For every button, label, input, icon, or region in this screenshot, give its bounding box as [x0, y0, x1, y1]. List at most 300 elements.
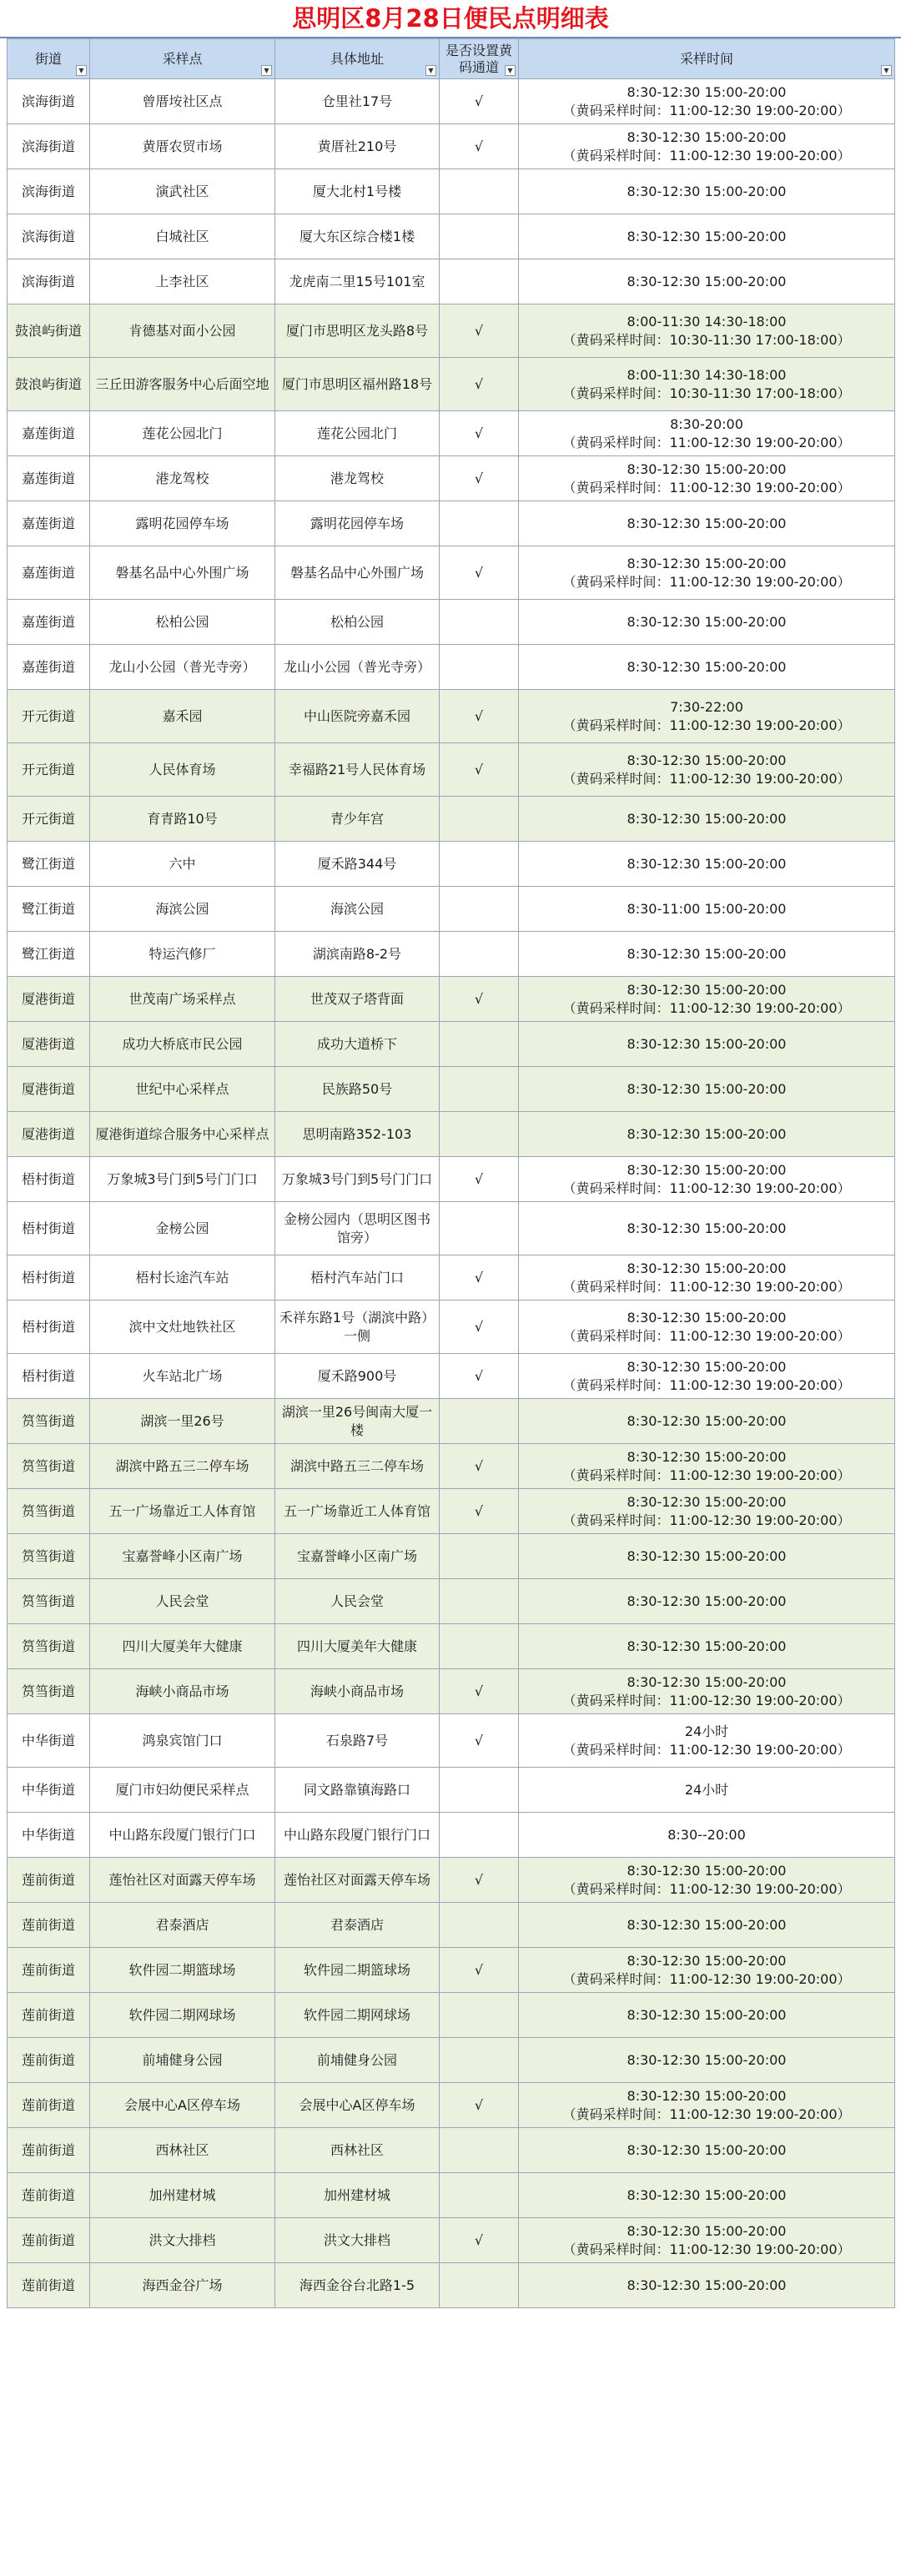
street-cell: 嘉莲街道	[8, 411, 90, 456]
address-cell: 软件园二期篮球场	[275, 1948, 440, 1993]
site-cell: 人民会堂	[90, 1579, 275, 1624]
address-cell: 四川大厦美年大健康	[275, 1624, 440, 1669]
table-row	[8, 797, 895, 842]
address-cell: 厦禾路344号	[275, 842, 440, 887]
address-cell: 厦门市思明区龙头路8号	[275, 304, 440, 358]
yellow-code-time: （黄码采样时间：11:00-12:30 19:00-20:00）	[562, 770, 851, 787]
street-cell: 筼筜街道	[8, 1579, 90, 1624]
site-cell: 中山路东段厦门银行门口	[90, 1813, 275, 1858]
time-range: 8:30-12:30 15:00-20:00	[627, 1862, 787, 1879]
street-cell: 嘉莲街道	[8, 600, 90, 645]
street-cell: 厦港街道	[8, 1112, 90, 1157]
table-row	[8, 1768, 895, 1813]
yellow-code-time: （黄码采样时间：11:00-12:30 19:00-20:00）	[562, 1512, 851, 1528]
street-cell: 莲前街道	[8, 2083, 90, 2128]
yellow-code-time: （黄码采样时间：11:00-12:30 19:00-20:00）	[562, 1970, 851, 1987]
yellow-channel-cell	[440, 2173, 519, 2218]
site-cell: 海滨公园	[90, 887, 275, 932]
sampling-time-cell	[519, 169, 895, 214]
street-cell: 中华街道	[8, 1813, 90, 1858]
yellow-channel-cell	[440, 1112, 519, 1157]
street-cell: 厦港街道	[8, 1067, 90, 1112]
time-range: 8:00-11:30 14:30-18:00	[627, 366, 787, 383]
time-range: 8:30-12:30 15:00-20:00	[627, 1161, 787, 1178]
address-cell: 磐基名品中心外围广场	[275, 546, 440, 600]
yellow-channel-cell: √	[440, 1444, 519, 1489]
sampling-time-cell	[519, 259, 895, 304]
yellow-channel-cell	[440, 1067, 519, 1112]
street-cell: 厦港街道	[8, 1022, 90, 1067]
table-row	[8, 1714, 895, 1768]
site-cell: 世纪中心采样点	[90, 1067, 275, 1112]
table-row	[8, 932, 895, 977]
site-cell: 莲怡社区对面露天停车场	[90, 1858, 275, 1903]
time-range: 24小时	[684, 1723, 729, 1739]
site-cell: 滨中文灶地铁社区	[90, 1301, 275, 1354]
sampling-time-cell	[519, 456, 895, 501]
yellow-channel-cell: √	[440, 1354, 519, 1399]
table-row	[8, 1112, 895, 1157]
yellow-code-time: （黄码采样时间：11:00-12:30 19:00-20:00）	[562, 2106, 851, 2122]
sampling-time-cell	[519, 1354, 895, 1399]
table-body	[8, 79, 895, 2308]
site-cell: 前埔健身公园	[90, 2038, 275, 2083]
time-range: 8:30-12:30 15:00-20:00	[627, 658, 787, 675]
address-cell: 中山医院旁嘉禾园	[275, 690, 440, 743]
sampling-time-cell	[519, 1112, 895, 1157]
street-cell: 莲前街道	[8, 1993, 90, 2038]
street-cell: 筼筜街道	[8, 1489, 90, 1534]
address-cell: 青少年宫	[275, 797, 440, 842]
sampling-time-cell	[519, 411, 895, 456]
street-cell: 筼筜街道	[8, 1399, 90, 1444]
table-row	[8, 1157, 895, 1202]
page-title: 思明区8月28日便民点明细表	[0, 0, 901, 38]
time-range: 8:30-12:30 15:00-20:00	[627, 1358, 787, 1375]
site-cell: 鸿泉宾馆门口	[90, 1714, 275, 1768]
sampling-time-cell	[519, 1399, 895, 1444]
street-cell: 开元街道	[8, 690, 90, 743]
sampling-time-cell	[519, 1067, 895, 1112]
time-range: 8:30-20:00	[670, 415, 743, 432]
table-row	[8, 2218, 895, 2263]
table-row	[8, 1858, 895, 1903]
time-range: 8:30-12:30 15:00-20:00	[627, 1448, 787, 1465]
table-row	[8, 79, 895, 124]
street-cell: 滨海街道	[8, 79, 90, 124]
yellow-channel-cell	[440, 1993, 519, 2038]
sampling-time-cell	[519, 743, 895, 797]
table-row	[8, 1579, 895, 1624]
time-range: 8:30-12:30 15:00-20:00	[627, 1080, 787, 1097]
street-cell: 梧村街道	[8, 1301, 90, 1354]
site-cell: 露明花园停车场	[90, 501, 275, 546]
street-cell: 莲前街道	[8, 1948, 90, 1993]
site-cell: 松柏公园	[90, 600, 275, 645]
site-cell: 洪文大排档	[90, 2218, 275, 2263]
address-cell: 海峡小商品市场	[275, 1669, 440, 1714]
time-range: 8:30-12:30 15:00-20:00	[627, 2087, 787, 2104]
street-cell: 梧村街道	[8, 1255, 90, 1301]
sampling-time-cell	[519, 358, 895, 411]
chevron-down-icon[interactable]: ▼	[261, 65, 272, 76]
site-cell: 港龙驾校	[90, 456, 275, 501]
yellow-channel-cell	[440, 1624, 519, 1669]
sampling-time-cell	[519, 1624, 895, 1669]
street-cell: 鼓浪屿街道	[8, 358, 90, 411]
sampling-time-cell	[519, 887, 895, 932]
table-row	[8, 1813, 895, 1858]
yellow-channel-cell	[440, 600, 519, 645]
header-address[interactable]: 具体地址 ▼	[275, 39, 440, 79]
table-row	[8, 1903, 895, 1948]
street-cell: 嘉莲街道	[8, 645, 90, 690]
yellow-code-time: （黄码采样时间：11:00-12:30 19:00-20:00）	[562, 434, 851, 450]
street-cell: 梧村街道	[8, 1202, 90, 1255]
table-row	[8, 1399, 895, 1444]
time-range: 8:30-12:30 15:00-20:00	[627, 1125, 787, 1142]
site-cell: 海峡小商品市场	[90, 1669, 275, 1714]
street-cell: 莲前街道	[8, 1858, 90, 1903]
site-cell: 上李社区	[90, 259, 275, 304]
time-range: 8:30-12:30 15:00-20:00	[627, 1220, 787, 1236]
site-cell: 火车站北广场	[90, 1354, 275, 1399]
address-cell: 海滨公园	[275, 887, 440, 932]
table-row	[8, 1354, 895, 1399]
sampling-time-cell	[519, 1157, 895, 1202]
table-row	[8, 2263, 895, 2308]
address-cell: 石泉路7号	[275, 1714, 440, 1768]
chevron-down-icon[interactable]: ▼	[76, 65, 87, 76]
table-row	[8, 645, 895, 690]
yellow-channel-cell: √	[440, 1669, 519, 1714]
address-cell: 同文路靠镇海路口	[275, 1768, 440, 1813]
time-range: 8:30-12:30 15:00-20:00	[627, 83, 787, 100]
time-range: 8:30-12:30 15:00-20:00	[627, 2141, 787, 2158]
yellow-channel-cell: √	[440, 1489, 519, 1534]
table-row	[8, 2083, 895, 2128]
table-row	[8, 1255, 895, 1301]
address-cell: 人民会堂	[275, 1579, 440, 1624]
yellow-code-time: （黄码采样时间：11:00-12:30 19:00-20:00）	[562, 1880, 851, 1897]
sampling-time-cell	[519, 1255, 895, 1301]
time-range: 8:30-12:30 15:00-20:00	[627, 2006, 787, 2023]
table-row	[8, 842, 895, 887]
address-cell: 湖滨南路8-2号	[275, 932, 440, 977]
street-cell: 开元街道	[8, 743, 90, 797]
sampling-time-cell	[519, 1669, 895, 1714]
yellow-channel-cell	[440, 645, 519, 690]
sampling-time-cell	[519, 546, 895, 600]
yellow-code-time: （黄码采样时间：11:00-12:30 19:00-20:00）	[562, 1741, 851, 1758]
yellow-channel-cell	[440, 2128, 519, 2173]
time-range: 8:30-12:30 15:00-20:00	[627, 855, 787, 872]
time-range: 8:30-12:30 15:00-20:00	[627, 1412, 787, 1429]
address-cell: 松柏公园	[275, 600, 440, 645]
site-cell: 世茂南广场采样点	[90, 977, 275, 1022]
yellow-channel-cell: √	[440, 1714, 519, 1768]
site-cell: 六中	[90, 842, 275, 887]
table-row	[8, 887, 895, 932]
time-range: 8:00-11:30 14:30-18:00	[627, 313, 787, 330]
yellow-channel-cell: √	[440, 546, 519, 600]
time-range: 8:30-12:30 15:00-20:00	[627, 2222, 787, 2239]
site-cell: 三丘田游客服务中心后面空地	[90, 358, 275, 411]
table-row	[8, 456, 895, 501]
sampling-time-cell	[519, 2218, 895, 2263]
site-cell: 特运汽修厂	[90, 932, 275, 977]
address-cell: 厦大东区综合楼1楼	[275, 214, 440, 259]
address-cell: 软件园二期网球场	[275, 1993, 440, 2038]
sampling-time-cell	[519, 1301, 895, 1354]
time-range: 8:30-12:30 15:00-20:00	[627, 1547, 787, 1564]
address-cell: 前埔健身公园	[275, 2038, 440, 2083]
header-site[interactable]: 采样点 ▼	[90, 39, 275, 79]
time-range: 8:30-12:30 15:00-20:00	[627, 460, 787, 477]
yellow-channel-cell: √	[440, 2218, 519, 2263]
time-range: 8:30-11:00 15:00-20:00	[627, 900, 787, 917]
time-range: 8:30-12:30 15:00-20:00	[627, 2051, 787, 2068]
street-cell: 鹭江街道	[8, 887, 90, 932]
table-row	[8, 1489, 895, 1534]
table-row	[8, 1534, 895, 1579]
street-cell: 嘉莲街道	[8, 546, 90, 600]
table-row	[8, 1948, 895, 1993]
table-row	[8, 743, 895, 797]
site-cell: 软件园二期网球场	[90, 1993, 275, 2038]
yellow-channel-cell: √	[440, 411, 519, 456]
site-cell: 金榜公园	[90, 1202, 275, 1255]
time-range: 8:30-12:30 15:00-20:00	[627, 945, 787, 962]
yellow-channel-cell	[440, 842, 519, 887]
sampling-time-cell	[519, 1579, 895, 1624]
street-cell: 筼筜街道	[8, 1669, 90, 1714]
time-range: 8:30-12:30 15:00-20:00	[627, 555, 787, 571]
site-cell: 五一广场靠近工人体育馆	[90, 1489, 275, 1534]
street-cell: 筼筜街道	[8, 1534, 90, 1579]
table-row	[8, 2038, 895, 2083]
yellow-channel-cell: √	[440, 1858, 519, 1903]
yellow-channel-cell	[440, 797, 519, 842]
address-cell: 龙山小公园（普光寺旁）	[275, 645, 440, 690]
sampling-time-cell	[519, 1534, 895, 1579]
sampling-sites-table	[7, 38, 895, 2308]
site-cell: 海西金谷广场	[90, 2263, 275, 2308]
site-cell: 湖滨一里26号	[90, 1399, 275, 1444]
address-cell: 宝嘉誉峰小区南广场	[275, 1534, 440, 1579]
yellow-code-time: （黄码采样时间：11:00-12:30 19:00-20:00）	[562, 1692, 851, 1708]
address-cell: 莲花公园北门	[275, 411, 440, 456]
yellow-code-time: （黄码采样时间：11:00-12:30 19:00-20:00）	[562, 1278, 851, 1295]
street-cell: 筼筜街道	[8, 1444, 90, 1489]
address-cell: 万象城3号门到5号门门口	[275, 1157, 440, 1202]
address-cell: 五一广场靠近工人体育馆	[275, 1489, 440, 1534]
site-cell: 宝嘉誉峰小区南广场	[90, 1534, 275, 1579]
street-cell: 筼筜街道	[8, 1624, 90, 1669]
yellow-channel-cell	[440, 1534, 519, 1579]
address-cell: 君泰酒店	[275, 1903, 440, 1948]
yellow-channel-cell	[440, 1768, 519, 1813]
address-cell: 思明南路352-103	[275, 1112, 440, 1157]
street-cell: 莲前街道	[8, 2173, 90, 2218]
street-cell: 鹭江街道	[8, 932, 90, 977]
yellow-channel-cell: √	[440, 2083, 519, 2128]
site-cell: 厦门市妇幼便民采样点	[90, 1768, 275, 1813]
address-cell: 仓里社17号	[275, 79, 440, 124]
sampling-time-cell	[519, 1858, 895, 1903]
time-range: 8:30-12:30 15:00-20:00	[627, 1673, 787, 1690]
sampling-time-cell	[519, 2173, 895, 2218]
yellow-channel-cell	[440, 1202, 519, 1255]
sampling-time-cell	[519, 501, 895, 546]
yellow-channel-cell: √	[440, 456, 519, 501]
sampling-time-cell	[519, 304, 895, 358]
yellow-channel-cell: √	[440, 743, 519, 797]
yellow-channel-cell	[440, 887, 519, 932]
header-yellow-channel[interactable]: 是否设置黄码通道 ▼	[440, 39, 519, 79]
sampling-time-cell	[519, 1768, 895, 1813]
yellow-code-time: （黄码采样时间：11:00-12:30 19:00-20:00）	[562, 2241, 851, 2257]
sampling-time-cell	[519, 1489, 895, 1534]
site-cell: 万象城3号门到5号门门口	[90, 1157, 275, 1202]
yellow-code-time: （黄码采样时间：11:00-12:30 19:00-20:00）	[562, 1376, 851, 1393]
yellow-channel-cell	[440, 501, 519, 546]
sampling-time-cell	[519, 1903, 895, 1948]
table-row	[8, 690, 895, 743]
table-row	[8, 1202, 895, 1255]
sampling-time-cell	[519, 124, 895, 169]
time-range: 8:30-12:30 15:00-20:00	[627, 228, 787, 244]
chevron-down-icon[interactable]: ▼	[425, 65, 436, 76]
sampling-time-cell	[519, 2263, 895, 2308]
table-row	[8, 259, 895, 304]
yellow-channel-cell: √	[440, 1948, 519, 1993]
time-range: 8:30-12:30 15:00-20:00	[627, 1035, 787, 1052]
yellow-code-time: （黄码采样时间：11:00-12:30 19:00-20:00）	[562, 1327, 851, 1344]
table-row	[8, 1669, 895, 1714]
yellow-channel-cell: √	[440, 79, 519, 124]
header-street[interactable]: 街道 ▼	[8, 39, 90, 79]
street-cell: 滨海街道	[8, 169, 90, 214]
site-cell: 肯德基对面小公园	[90, 304, 275, 358]
yellow-code-time: （黄码采样时间：11:00-12:30 19:00-20:00）	[562, 573, 851, 590]
address-cell: 湖滨一里26号闽南大厦一楼	[275, 1399, 440, 1444]
table-row	[8, 1993, 895, 2038]
sampling-time-cell	[519, 842, 895, 887]
yellow-code-time: （黄码采样时间：11:00-12:30 19:00-20:00）	[562, 102, 851, 118]
chevron-down-icon[interactable]: ▼	[505, 65, 516, 76]
chevron-down-icon[interactable]: ▼	[881, 65, 892, 76]
table-row	[8, 1444, 895, 1489]
address-cell: 西林社区	[275, 2128, 440, 2173]
street-cell: 梧村街道	[8, 1157, 90, 1202]
address-cell: 幸福路21号人民体育场	[275, 743, 440, 797]
table-row	[8, 1022, 895, 1067]
header-row	[8, 39, 895, 79]
sampling-time-cell	[519, 1022, 895, 1067]
yellow-channel-cell: √	[440, 124, 519, 169]
yellow-code-time: （黄码采样时间：10:30-11:30 17:00-18:00）	[562, 385, 851, 401]
address-cell: 加州建材城	[275, 2173, 440, 2218]
time-range: 8:30-12:30 15:00-20:00	[627, 2277, 787, 2293]
sampling-time-cell	[519, 1948, 895, 1993]
site-cell: 人民体育场	[90, 743, 275, 797]
table-row	[8, 546, 895, 600]
time-range: 8:30-12:30 15:00-20:00	[627, 1592, 787, 1609]
street-cell: 中华街道	[8, 1714, 90, 1768]
sampling-time-cell	[519, 977, 895, 1022]
address-cell: 禾祥东路1号（湖滨中路）一侧	[275, 1301, 440, 1354]
sampling-time-cell	[519, 2083, 895, 2128]
street-cell: 嘉莲街道	[8, 501, 90, 546]
sampling-time-cell	[519, 932, 895, 977]
sampling-time-cell	[519, 1202, 895, 1255]
time-range: 8:30-12:30 15:00-20:00	[627, 1916, 787, 1933]
address-cell: 露明花园停车场	[275, 501, 440, 546]
address-cell: 成功大道桥下	[275, 1022, 440, 1067]
yellow-channel-cell	[440, 259, 519, 304]
address-cell: 港龙驾校	[275, 456, 440, 501]
yellow-channel-cell	[440, 2038, 519, 2083]
address-cell: 海西金谷台北路1-5	[275, 2263, 440, 2308]
time-range: 8:30-12:30 15:00-20:00	[627, 1309, 787, 1326]
sampling-time-cell	[519, 690, 895, 743]
yellow-channel-cell	[440, 2263, 519, 2308]
table-row	[8, 411, 895, 456]
yellow-code-time: （黄码采样时间：11:00-12:30 19:00-20:00）	[562, 147, 851, 164]
yellow-channel-cell	[440, 214, 519, 259]
address-cell: 厦禾路900号	[275, 1354, 440, 1399]
yellow-channel-cell: √	[440, 690, 519, 743]
sampling-time-cell	[519, 1813, 895, 1858]
street-cell: 滨海街道	[8, 259, 90, 304]
site-cell: 育青路10号	[90, 797, 275, 842]
site-cell: 成功大桥底市民公园	[90, 1022, 275, 1067]
header-sampling-time[interactable]: 采样时间 ▼	[519, 39, 895, 79]
sampling-time-cell	[519, 1714, 895, 1768]
yellow-channel-cell: √	[440, 1157, 519, 1202]
table-row	[8, 2128, 895, 2173]
address-cell: 梧村汽车站门口	[275, 1255, 440, 1301]
site-cell: 龙山小公园（普光寺旁）	[90, 645, 275, 690]
table-row	[8, 1301, 895, 1354]
time-range: 8:30-12:30 15:00-20:00	[627, 981, 787, 998]
table-row	[8, 501, 895, 546]
street-cell: 莲前街道	[8, 2263, 90, 2308]
yellow-channel-cell: √	[440, 977, 519, 1022]
site-cell: 梧村长途汽车站	[90, 1255, 275, 1301]
time-range: 8:30-12:30 15:00-20:00	[627, 810, 787, 827]
site-cell: 曾厝垵社区点	[90, 79, 275, 124]
time-range: 8:30-12:30 15:00-20:00	[627, 2186, 787, 2203]
time-range: 7:30-22:00	[670, 698, 743, 715]
address-cell: 民族路50号	[275, 1067, 440, 1112]
time-range: 8:30--20:00	[667, 1826, 746, 1843]
yellow-channel-cell: √	[440, 1301, 519, 1354]
yellow-code-time: （黄码采样时间：11:00-12:30 19:00-20:00）	[562, 999, 851, 1016]
site-cell: 君泰酒店	[90, 1903, 275, 1948]
yellow-channel-cell	[440, 1022, 519, 1067]
sampling-time-cell	[519, 214, 895, 259]
address-cell: 会展中心A区停车场	[275, 2083, 440, 2128]
sampling-time-cell	[519, 797, 895, 842]
address-cell: 厦门市思明区福州路18号	[275, 358, 440, 411]
site-cell: 西林社区	[90, 2128, 275, 2173]
site-cell: 厦港街道综合服务中心采样点	[90, 1112, 275, 1157]
site-cell: 加州建材城	[90, 2173, 275, 2218]
sampling-time-cell	[519, 600, 895, 645]
street-cell: 梧村街道	[8, 1354, 90, 1399]
